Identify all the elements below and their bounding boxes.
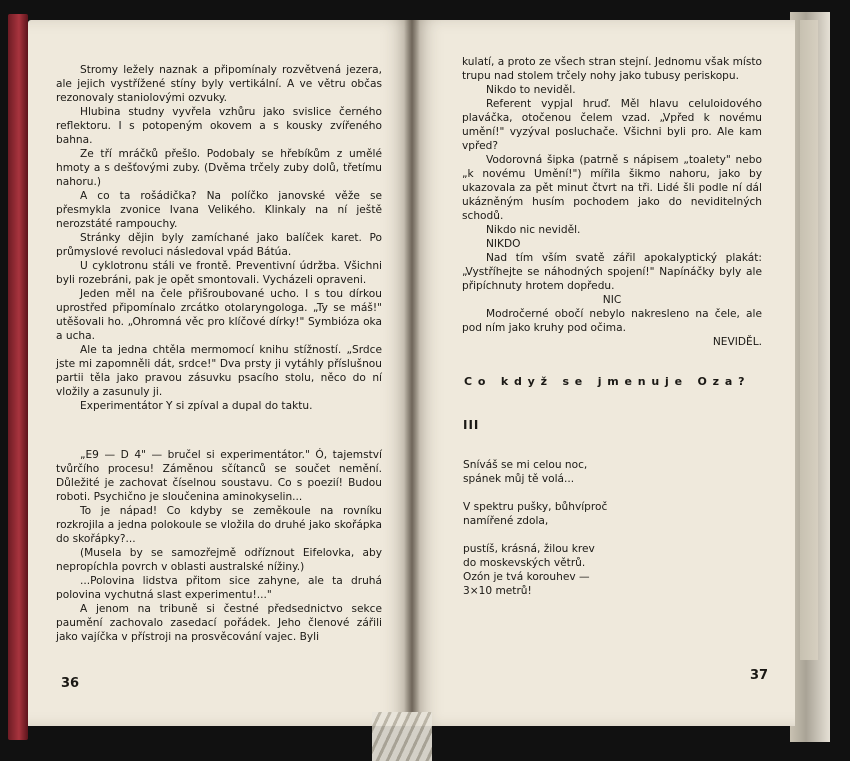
paragraph-nic: NIC [602,294,622,306]
paragraph: Stránky dějin byly zamíchané jako balíček karet. Po průmyslové revoluci následoval vpád Bátúa. [56,232,382,258]
paragraph: Modročerné obočí nebylo nakresleno na čele, ale pod ním jako kruhy pod očima. [462,308,762,334]
paragraph: To je nápad! Co kdyby se zeměkoule na rovníku rozkrojila a jedna polokoule se vložila do druhé jako skořápka do skořápky?... [56,505,382,545]
paragraph: kulatí, a proto ze všech stran stejní. Jednomu však místo trupu nad stolem trčely nohy jako tubusy periskopu. [462,56,762,82]
poem-line: 3×10 metrů! [463,585,532,597]
paragraph: NIKDO [486,238,521,250]
paragraph: Vodorovná šipka (patrně s nápisem „toalety" nebo „k novému Umění!") mířila šikmo nahoru, jako by ukazovala za pět minut čtvrt na tři. Lidé šli podle ní dál ukázněným husím pochodem jako do neviditelných schodů. [462,154,762,222]
paragraph: Ze tří mráčků přešlo. Podobaly se hřebíkům z umělé hmoty a s dešťovými zuby. (Dvěma trčely zuby dolů, třetímu nahoru.) [56,148,382,188]
poem-line: spánek můj tě volá... [463,473,575,485]
paragraph: Ale ta jedna chtěla mermomocí knihu stížností. „Srdce jste mi zapomněli dát, srdce!" Dva prsty ji vytáhly příslušnou partii těla jako pravou zásuvku psacího stolu, něco do ní vložily a zasunuly ji. [56,344,382,398]
right-page [412,20,795,726]
poem [463,458,763,612]
paragraph: ...Polovina lidstva přitom sice zahyne, ale ta druhá polovina vychutná slast experimentu!..." [56,575,382,601]
paragraph: Nad tím vším svatě zářil apokalyptický plakát: „Vystříhejte se náhodných spojení!" Napínáčky byly ale připíchnuty hrotem dopředu. [462,252,762,292]
section-title: Co když se jmenuje Oza? [464,375,751,388]
paragraph: Referent vypjal hruď. Měl hlavu celuloidového plaváčka, otočenou čelem vzad. „Vpřed k novému umění!" vyzýval posluchače. Všichni byli pro. Ale kam vpřed? [462,98,762,152]
paragraph: „E9 — D 4" — bručel si experimentátor." Ó, tajemství tvůrčího procesu! Záměnou sčítanců se součet nemění. Důležité je zachovat číselnou soustavu. Co s poezií! Budou roboti. Psychično je sloučenina aminokyselin... [56,449,382,503]
poem-stanza [463,500,763,528]
paragraph: Jeden měl na čele přišroubované ucho. I s tou dírkou uprostřed připomínalo zrcátko otolaryngologa. „Ty se máš!" utěšovali ho. „Ohromná věc pro klíčové dírky!" Symbióza oka a ucha. [56,288,382,342]
left-page-text-block-2 [56,448,382,644]
poem-line: V spektru pušky, bůhvíproč [463,501,608,513]
poem-line: namířené zdola, [463,515,549,527]
poem-line: Ozón je tvá korouhev — [463,571,590,583]
poem-stanza [463,542,763,598]
paragraph: Experimentátor Y si zpíval a dupal do taktu. [80,400,313,412]
paragraph: Hlubina studny vyvřela vzhůru jako svislice černého reflektoru. I s potopeným okovem a s kousky zvířeného bahna. [56,106,382,146]
paragraph: Nikdo nic neviděl. [486,224,581,236]
paragraph: Stromy ležely naznak a připomínaly rozvětvená jezera, ale jejich vystřížené stíny byly vertikální. A ve větru občas rezonovaly staniolovými ozvuky. [56,64,382,104]
bookmark-ribbon [372,712,432,761]
left-page-text-block-1 [56,63,382,413]
page-number-left: 36 [61,676,80,691]
paragraph: A jenom na tribuně si čestné předsednictvo sekce paumění zachovalo zasedací pořádek. Jeho členové zářili jako vajíčka v přístroji na prosvěcování vajec. Byli [56,603,382,643]
poem-line: pustíš, krásná, žilou krev [463,543,595,555]
paragraph: A co ta rošádička? Na políčko janovské věže se přesmykla zvonice Ivana Velikého. Klinkaly na ní ještě nerozstáté rampouchy. [56,190,382,230]
poem-line: do moskevských větrů. [463,557,586,569]
book-cover-edge-left [8,14,28,740]
left-page [28,20,412,726]
page-number-right: 37 [750,668,769,683]
book-page-stack [800,20,818,660]
poem-stanza [463,458,763,486]
paragraph: U cyklotronu stáli ve frontě. Preventivní údržba. Všichni byli rozebráni, pak je opět smontovali. Vycházeli opraveni. [56,260,382,286]
book-gutter-shadow [404,20,420,726]
paragraph: (Musela by se samozřejmě odříznout Eifelovka, aby nepropíchla povrch v oblasti australské nížiny.) [56,547,382,573]
signature: NEVIDĚL. [712,336,762,348]
section-number: III [463,418,480,432]
poem-line: Sníváš se mi celou noc, [463,459,588,471]
paragraph: Nikdo to neviděl. [486,84,576,96]
right-page-text-block [462,55,762,349]
